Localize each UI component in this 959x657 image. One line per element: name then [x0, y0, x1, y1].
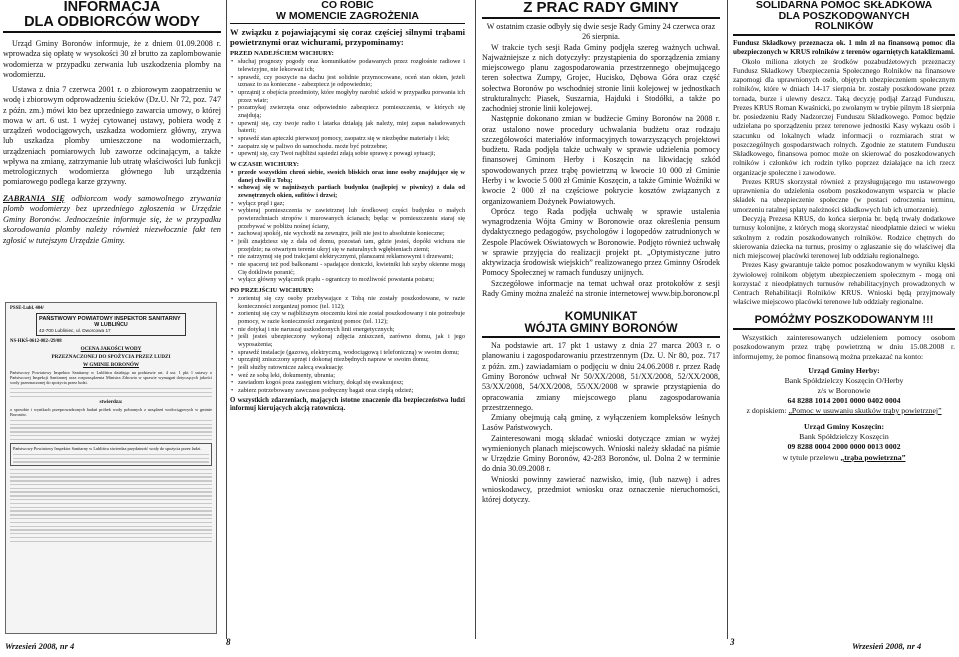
list-item: • wybieraj pomieszczenia w zawietrznej lub środkowej części budynku o małych powierzchniach stropów i murowanych ścianach; będąc w pomieszczeniu staraj się przebywać w pobliżu nośnej ściany, [230, 207, 465, 230]
section-title: INFORMACJA [63, 0, 161, 15]
help-title: POMÓŻMY POSZKODOWANYM !!! [754, 313, 934, 326]
paragraph: Wnioski powinny zawierać nazwisko, imię, (lub nazwę) i adres wnioskodawcy, przedmiot wniosku oraz oznaczenie nieruchomości, której dotyczy. [482, 474, 720, 505]
paragraph: Szczegółowe informacje na temat uchwał oraz protokołów z sesji Rady Gminy można znaleźć na stronie internetowej www.bip.boronow.pl [482, 278, 720, 298]
doc-frame [10, 443, 212, 466]
section-subtitle: W MOMENCIE ZAGROŻENIA [276, 9, 419, 22]
list-item: • jeśli jesteś ubezpieczony wykonaj zdjęcia zniszczeń, zarówno domu, jak i jego wyposażenia; [230, 333, 465, 348]
doc-text: Państwowy Powiatowy Inspektor Sanitarny w Lublińcu działając na podstawie art. 4 ust. 1 pkt 1 ustawy o Państwowej Inspekcji Sanitarnej oraz rozporządzenia Ministra Zdrowia w sprawie wymagań dotyczących jakości wody przeznaczonej do spożycia przez ludzi. [10, 370, 212, 386]
list-item: • zaopatrz się w paliwo do samochodu. może być potrzebne; [230, 143, 465, 151]
account-number: 09 8288 0004 2000 0000 0013 0002 [787, 442, 901, 452]
note-label: z dopiskiem: [746, 406, 787, 416]
sanitary-stamp [36, 313, 186, 336]
list-item: • schowaj się w najniższych partiach budynku (najlepiej w piwnicy) z dala od zewnętrznych okien, sufitów i drzwi; [230, 184, 465, 199]
subheading: PO PRZEJŚCIU WICHURY: [230, 287, 314, 295]
paragraph: Zainteresowani mogą składać wnioski dotyczące zmian w wyżej wymienionych planach miejscowych. Wnioski należy składać na piśmie w Urzędzie Gminy Boronów, 42-283 Boronów, ul. Dolna 2 w terminie do dnia 30.09.2008 r. [482, 433, 720, 474]
doc-title: PRZEZNACZONEJ DO SPOŻYCIA PRZEZ LUDZI [51, 354, 171, 360]
stamp-line: 42-700 Lubliniec, ul. Dworcowa 17 [39, 328, 111, 333]
list-item: • sprawdź instalacje (gazową, elektryczną, wodociągową i telefoniczną) w swoim domu; [230, 349, 465, 357]
list-after-storm [230, 295, 465, 395]
lead-paragraph: W związku z pojawiającymi się coraz częściej silnymi trąbami powietrznymi oraz wichurami, przypominamy: [230, 27, 465, 48]
column-storm-safety [230, 0, 465, 640]
section-title: CO ROBIĆ [321, 0, 374, 11]
list-item: • zawiadom kogoś poza zasięgiem wichury, dokąd się ewakuujesz; [230, 379, 465, 387]
list-item: • uprzątnij z obejścia przedmioty, które mogłyby narobić szkód w przypadku porwania ich przez wiatr; [230, 89, 465, 104]
bank-name: Bank Spółdzielczy Koszęcin [799, 432, 889, 442]
scanned-document [5, 302, 217, 634]
announcement-title: KOMUNIKAT [564, 309, 638, 324]
closing-note: O wszystkich zdarzeniach, mających istotne znaczenie dla bezpieczeństwa ludzi informuj kierujących akcją ratowniczą. [230, 396, 465, 412]
section-subtitle: ROLNIKÓW [814, 20, 874, 32]
list-item: • weź ze sobą leki, dokumenty, ubrania; [230, 372, 465, 380]
list-item: • sprawdź, czy poszycie na dachu jest solidnie przymocowane, oceń stan okien, jeżeli uznasz to za konieczne - zabezpiecz je odpowiednio; [230, 74, 465, 89]
list-item: • uprzątnij zniszczony sprzęt i dokonaj niezbędnych napraw w swoim domu; [230, 356, 465, 364]
paragraph: Urząd Gminy Boronów informuje, że z dniem 01.09.2008 r. wprowadza się opłatę w wysokości 30 zł brutto za zaplombowanie wodomierza w przypadku zerwania lub uszkodzenia plomby na wodomierzu. [3, 39, 221, 79]
list-item: • upewnij się, czy Twoi najbliżsi sąsiedzi zdają sobie sprawę z powagi sytuacji; [230, 150, 465, 158]
section-subtitle: DLA POSZKODOWANYCH [778, 9, 910, 22]
list-during-storm [230, 169, 465, 284]
list-item: • nie dotykaj i nie naruszaj uszkodzonych linii energetycznych; [230, 326, 465, 334]
column-divider [475, 0, 476, 639]
paragraph: Decyzją Prezesa KRUS, do końca sierpnia br. będą trwały dodatkowe turnusy kolonijne, z których mogą skorzystać nieodpłatnie dzieci w wieku szkolnym z rodzin poszkodowanych rolników. Rodzice chętnych do skierowania dziecka na turnus, prosimy o zgłaszanie się do właściwej dla nich miejscowej placówki terenowej lub oddziału regionalnego. [733, 214, 955, 261]
doc-heading: stwierdza: [99, 399, 123, 406]
list-item: • jeśli znajdziesz się z dala od domu, pozostań tam, gdzie jesteś, dopóki wichura nie przejdzie; na otwartym terenie ukryj się w naturalnych wgłębieniach ziemi; [230, 238, 465, 253]
list-item: • nie zatrzymuj się pod trakcjami elektrycznymi, planszami reklamowymi i drzewami; [230, 253, 465, 261]
list-item: • pozamykaj zwierzęta oraz odpowiednio zabezpiecz pomieszczenia, w których się znajdują; [230, 104, 465, 119]
column-council-news [482, 0, 720, 640]
account-number: 64 8288 1014 2001 0000 0402 0004 [787, 395, 901, 405]
page-footer: Wrzesień 2008, nr 4 [5, 641, 75, 651]
title-rule [3, 31, 221, 33]
doc-code: NS-HKŚ-0612-082-/29/08 [10, 339, 62, 344]
warning-lead: ZABRANIA SIĘ [3, 193, 65, 203]
account-herby [733, 366, 955, 417]
title-rule [482, 17, 720, 19]
subheading: PRZED NADEJŚCIEM WICHURY: [230, 50, 334, 58]
list-item: • zorientuj się czy w najbliższym otoczeniu ktoś nie został poszkodowany i nie potrzebuje pomocy, w razie konieczności zorganizuj pomoc (tel. 112); [230, 310, 465, 325]
account-holder: Urząd Gminy Herby: [808, 365, 880, 375]
doc-text: Państwowy Powiatowy Inspektor Sanitarny w Lublińcu stwierdza przydatność wody do spożycia przez ludzi. [13, 446, 202, 452]
list-item: • upewnij się, czy twoje radio i latarka działają jak należy, miej zapas naładowanych baterii; [230, 120, 465, 135]
list-item: • zachowaj spokój, nie wychodź na zewnątrz, jeśli nie jest to absolutnie konieczne; [230, 230, 465, 238]
list-item: • przede wszystkim chroń siebie, swoich bliskich oraz inne osoby znajdujące się w danej chwili z Tobą; [230, 169, 465, 184]
paragraph: Prezes Kasy gwarantuje także pomoc poszkodowanym w wyniku klęski żywiołowej rolnikom objętym ubezpieczeniem społecznym - mogą oni korzystać z nieodpłatnych turnusów rehabilitacyjnych prowadzonych w Centrach Rehabilitacji Rolników KRUS. Wnioski będą przyjmowały właściwe miejscowo placówki terenowe lub oddziały regionalne. [733, 260, 955, 307]
list-item: • sprawdź stan apteczki pierwszej pomocy, zaopatrz się w niezbędne materiały i leki; [230, 135, 465, 143]
doc-title: W GMINIE BORONÓW [82, 362, 140, 368]
account-holder: Urząd Gminy Koszęcin: [803, 422, 885, 432]
column-krus-aid [733, 0, 955, 640]
bank-name: Bank Spółdzielczy Koszęcin O/Herby [784, 375, 904, 385]
subheading: W CZASIE WICHURY: [230, 161, 299, 169]
paragraph: W ostatnim czasie odbyły się dwie sesje Rady Gminy 24 czerwca oraz 26 sierpnia. [486, 22, 716, 42]
warning-text: odbiorcom wody samowolnego zrywania plomb wodomierzy bez uprzedniego zgłoszenia w Urzędzie Gminy Boronów. Jednocześnie informuje się, że w przypadku skorodowania plomby należy również niezwłocznie fakt ten zgłosić w tutejszym Urzędzie Gminy. [3, 193, 221, 245]
warning-paragraph [3, 194, 221, 247]
paragraph: Prezes KRUS skorzystał również z przysługującego mu ustawowego uprawnienia do udzielenia osobom poszkodowanym wsparcia w płacie składek na ubezpieczenie społeczne (w postaci odroczenia terminu, umorzeniu ratalnej spłaty należności składkowych lub ich umorzenie). [733, 176, 955, 214]
paragraph: Wszystkich zainteresowanych udzieleniem pomocy osobom poszkodowanym przez trąbę powietrzną w dniu 15.08.2008 r. informujemy, że pomoc finansową można przekazać na konto: [733, 332, 955, 361]
account-koszecin [733, 422, 955, 463]
title-rule [733, 328, 955, 330]
paragraph: Zmiany obejmują całą gminę, z wyłączeniem kompleksów leśnych Lasów Państwowych. [482, 413, 720, 433]
paragraph: Oprócz tego Rada podjęła uchwałę w sprawie ustalenia wynagrodzenia Wójta Gminy w Boronowie oraz określenia pensum dydaktycznego pedagogów, psychologów i logopedów zatrudnionych w Zespole Placówek Oświatowych w Boronowie. Podjęto również uchwałę w sprawie przyjęcia do realizacji projekt pt. „Optymistyczne jutro aktywizacja środowisk wiejskich” realizowanego przez Gminny Ośrodek Pomocy Społecznej w ramach funduszy unijnych. [482, 206, 720, 278]
list-item: • słuchaj prognozy pogody oraz komunikatów podawanych przez rozgłośnie radiowe i telewizyjne, nie lekceważ ich; [230, 58, 465, 73]
list-before-storm [230, 58, 465, 158]
paragraph: W trakcie tych sesji Rada Gminy podjęła szereg ważnych uchwał. Najważniejsze z nich dotyczyły: przystąpienia do sporządzenia zmiany miejscowego planu zagospodarowania przestrzennego obejmującego teren sołectwa Zumpy, Grojec, Hucisko, Dębowa Góra oraz część sołectwa Boronów po wschodniej stronie linii kolejowej w jednostkach strukturalnych: Piasek, Suszarnia, Hajduki i Stodółki, a także po zachodniej stronie linii kolejowej. [482, 42, 720, 114]
section-subtitle: DLA ODBIORCÓW WODY [24, 13, 200, 30]
title-rule [733, 34, 955, 36]
bank-seat: z/s w Boronowie [817, 385, 871, 395]
column-divider [226, 0, 227, 639]
page-footer: Wrzesień 2008, nr 4 [852, 641, 922, 651]
lead-paragraph: Fundusz Składkowy przeznacza ok. 1 mln zł na finansową pomoc dla ubezpieczonych w KRUS rolników z terenów ogarniętych kataklizmami. [733, 38, 955, 56]
section-title: SOLIDARNA POMOC SKŁADKOWA [755, 0, 933, 11]
transfer-title: „trąba powietrzna” [840, 452, 906, 462]
stamp-line: PAŃSTWOWY POWIATOWY INSPEKTOR SANITARNY [39, 316, 181, 322]
doc-text: o sposobie i wynikach przeprowadzonych badań próbek wody pobranych z urządzeń wodociągowych w gminie Boronów. [10, 407, 212, 418]
paragraph: Około miliona złotych ze środków pozabudżetowych przeznaczy Fundusz Składkowy Ubezpieczenia Społecznego Rolników na finansowe zapomogi dla uprawnionych osób, objętych ubezpieczeniem społecznym rolników, które w dniach 14-17 sierpnia br. zostały poszkodowane przez tornada, burze i ulewny deszcz. Taką decyzję podjął Zarząd Funduszu, Prezes KRUS Roman Kwaśnicki, po zwołanym w trybie pilnym 18 sierpnia br. posiedzeniu Rady Nadzorczej Funduszu Składkowego. Pomoc będzie udzielana po sporządzeniu przez terenowe jednostki Kasy wykazu osób i szacunku od lokalnych władz informacji o rozmiarach strat w poszczególnych gospodarstwach rolnych. Zgodnie ze statutem Funduszu Składkowego, finansowa pomoc może on skierować do poszkodowanych rolników i członków ich rodzin tylko poprzez działające na ich rzecz organizacje społeczne i zawodowe. [733, 56, 955, 177]
list-item: • wyłącz prąd i gaz; [230, 200, 465, 208]
doc-title: OCENA JAKOŚCI WODY [80, 346, 142, 352]
transfer-title: „Pomoc w usuwaniu skutków trąby powietrznej” [788, 406, 942, 416]
note-label: w tytule przelewu [782, 452, 839, 462]
page-number: 8 [226, 637, 231, 647]
paragraph: Ustawa z dnia 7 czerwca 2001 r. o zbiorowym zaopatrzeniu w wodę i zbiorowym odprowadzeniu ścieków (Dz.U. Nr 72, poz. 747 z późn. zm.) mówi kto bez uprzedniego zawarcia umowy, o której mowa w art. 6 ust. 1 wyżej cytowanej ustawy, pobiera wodę z urządzeń wodociągowych, uszkadza wodomierz główny, zrywa lub uszkadza plomby umieszczone na wodomierzach, urządzeniach pomiarowych lub zaworze odcinającym, a także wpływa na zmianę, zatrzymanie lub utratę właściwości lub funkcji metrologicznych wodomierza głównego lub urządzenia pomiarowego podlega karze grzywny. [3, 85, 221, 187]
list-item: • zabierz potrzebowany zawczasu podręczny bagaż oraz ciepłą odzież; [230, 387, 465, 395]
page-number: 3 [730, 637, 735, 647]
stamp-line: W LUBLIŃCU [94, 322, 128, 328]
paragraph: Na podstawie art. 17 pkt 1 ustawy z dnia 27 marca 2003 r. o planowaniu i zagospodarowaniu przestrzennym (Dz. U. Nr 80, poz. 717 z późn. zm.) zawiadamiam o podjęciu w dniu 24.06.2008 r. przez Radę Gminy Boronów uchwał Nr 50/XX/2008, 51/XX/2008, 52/XX/2008, 53/XX/2008, 54/XX/2008, 55/XX/2008 w sprawie przystąpienia do opracowania zmiany miejscowego planu zagospodarowania przestrzennego. [482, 341, 720, 412]
column-divider [727, 0, 728, 639]
paragraph: Następnie dokonano zmian w budżecie Gminy Boronów na 2008 r. oraz ustalono nowe procedury uchwalania budżetu oraz rodzaju szczegółowości materiałów informacyjnych towarzyszących projektowi budżetu. Rada podjęła także uchwały w sprawie udzielenia pomocy finansowej Gminom Herby i Koszęcin na likwidację szkód spowodowanych przez trąbę powietrzną w kwocie 10 000 zł Gminie Herby i w kwocie 5 000 zł Gminie Koszęcin, a także Gminie Woźniki w kwocie 2 000 zł na częściowe pokrycie kosztów związanych z organizowaniem Dożynek Powiatowych. [482, 114, 720, 206]
title-rule [482, 336, 720, 338]
list-item: • jeśli służby ratownicze zalecą ewakuację: [230, 364, 465, 372]
section-title: Z PRAC RADY GMINY [523, 0, 679, 16]
list-item: • wyłącz główny wyłącznik prądu - ograniczy to możliwość powstania pożaru; [230, 276, 465, 284]
list-item: • zorientuj się czy osoby przebywające z Tobą nie zostały poszkodowane, w razie konieczności zorganizuj pomoc (tel. 112); [230, 295, 465, 310]
list-item: • nie spaceruj też pod balkonami - spadające doniczki, kwietniki lub szyby okienne mogą Cię dotkliwie poranić; [230, 261, 465, 276]
doc-reference: PSSE-Lubl. 404/ [10, 306, 44, 311]
title-rule [230, 23, 465, 24]
announcement-subtitle: WÓJTA GMINY BORONÓW [524, 321, 678, 336]
